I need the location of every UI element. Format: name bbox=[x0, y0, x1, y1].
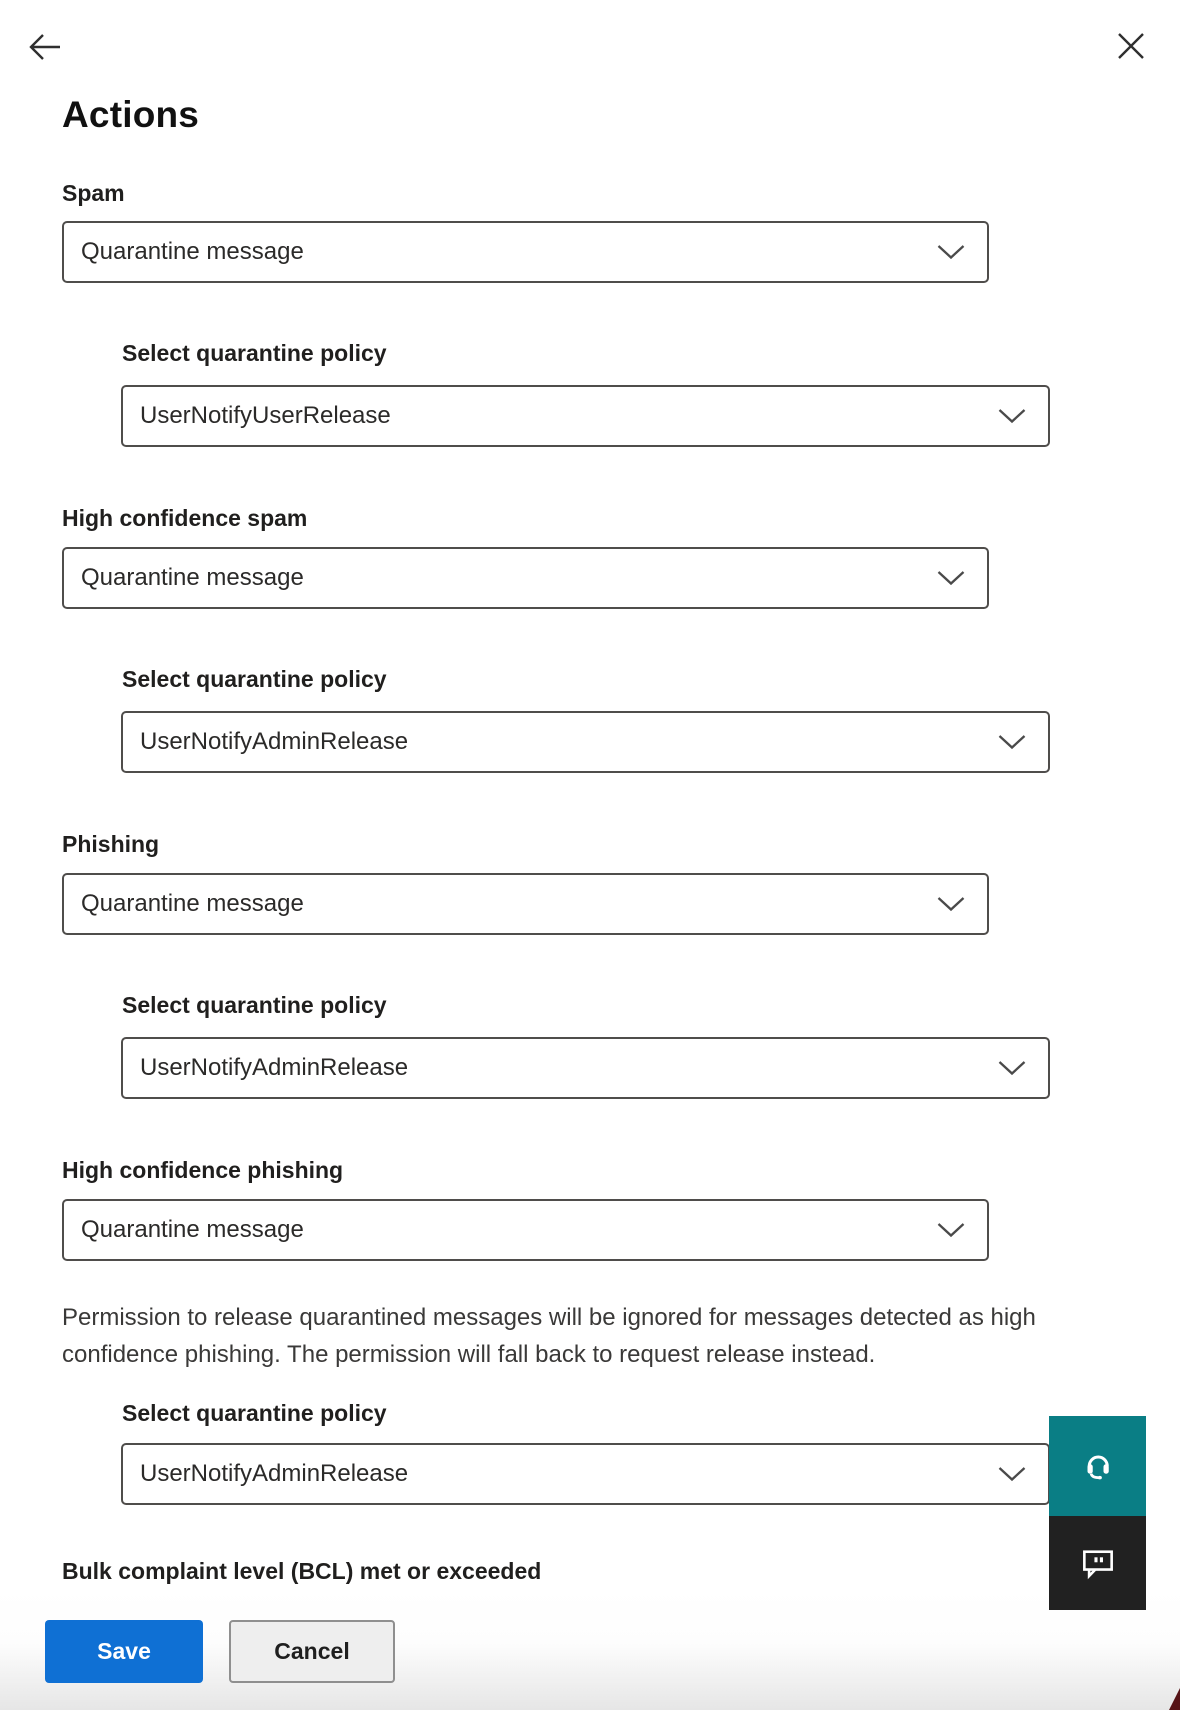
phishing-action-dropdown[interactable] bbox=[62, 873, 989, 935]
chevron-down-icon bbox=[997, 734, 1027, 751]
high-confidence-spam-policy-value: UserNotifyAdminRelease bbox=[140, 728, 409, 755]
chevron-down-icon bbox=[936, 1222, 966, 1239]
spam-policy-label: Select quarantine policy bbox=[122, 340, 387, 366]
spam-policy-dropdown[interactable] bbox=[121, 385, 1050, 447]
high-confidence-phishing-label: High confidence phishing bbox=[62, 1157, 344, 1183]
back-button[interactable] bbox=[28, 31, 62, 63]
feedback-button[interactable] bbox=[1049, 1516, 1146, 1610]
close-button[interactable] bbox=[1117, 32, 1145, 60]
chevron-down-icon bbox=[936, 570, 966, 587]
spam-action-dropdown[interactable] bbox=[62, 221, 989, 283]
chevron-down-icon bbox=[936, 896, 966, 913]
high-confidence-spam-action-dropdown[interactable] bbox=[62, 547, 989, 609]
chevron-down-icon bbox=[997, 1466, 1027, 1483]
high-confidence-phishing-action-value: Quarantine message bbox=[81, 1216, 304, 1243]
chevron-down-icon bbox=[997, 1060, 1027, 1077]
high-confidence-phishing-note: Permission to release quarantined messages will be ignored for messages detected as high confidence phishing. The permission will fall back to request release instead. bbox=[62, 1304, 1036, 1368]
save-button[interactable]: Save bbox=[45, 1620, 203, 1683]
help-button[interactable] bbox=[1049, 1416, 1146, 1516]
chevron-down-icon bbox=[936, 244, 966, 261]
footer-bar bbox=[0, 1589, 1180, 1710]
high-confidence-spam-policy-label: Select quarantine policy bbox=[122, 666, 387, 692]
phishing-policy-dropdown[interactable] bbox=[121, 1037, 1050, 1099]
headset-icon bbox=[1078, 1446, 1118, 1486]
high-confidence-phishing-policy-value: UserNotifyAdminRelease bbox=[140, 1460, 409, 1487]
bulk-complaint-label: Bulk complaint level (BCL) met or exceeded bbox=[62, 1558, 542, 1584]
spam-action-value: Quarantine message bbox=[81, 238, 304, 265]
high-confidence-spam-label: High confidence spam bbox=[62, 505, 308, 531]
phishing-action-value: Quarantine message bbox=[81, 890, 304, 917]
phishing-label: Phishing bbox=[62, 831, 160, 857]
close-x-icon bbox=[1117, 48, 1145, 63]
spam-label: Spam bbox=[62, 180, 125, 206]
phishing-policy-label: Select quarantine policy bbox=[122, 992, 387, 1018]
high-confidence-spam-action-value: Quarantine message bbox=[81, 564, 304, 591]
arrow-left-icon bbox=[28, 51, 62, 66]
spam-policy-value: UserNotifyUserRelease bbox=[140, 402, 391, 429]
high-confidence-spam-policy-dropdown[interactable] bbox=[121, 711, 1050, 773]
high-confidence-phishing-action-dropdown[interactable] bbox=[62, 1199, 989, 1261]
high-confidence-phishing-policy-dropdown[interactable] bbox=[121, 1443, 1050, 1505]
feedback-bubble-icon bbox=[1079, 1544, 1117, 1582]
cancel-button[interactable]: Cancel bbox=[229, 1620, 395, 1683]
phishing-policy-value: UserNotifyAdminRelease bbox=[140, 1054, 409, 1081]
high-confidence-phishing-policy-label: Select quarantine policy bbox=[122, 1400, 387, 1426]
chevron-down-icon bbox=[997, 408, 1027, 425]
page-title: Actions bbox=[62, 94, 200, 135]
